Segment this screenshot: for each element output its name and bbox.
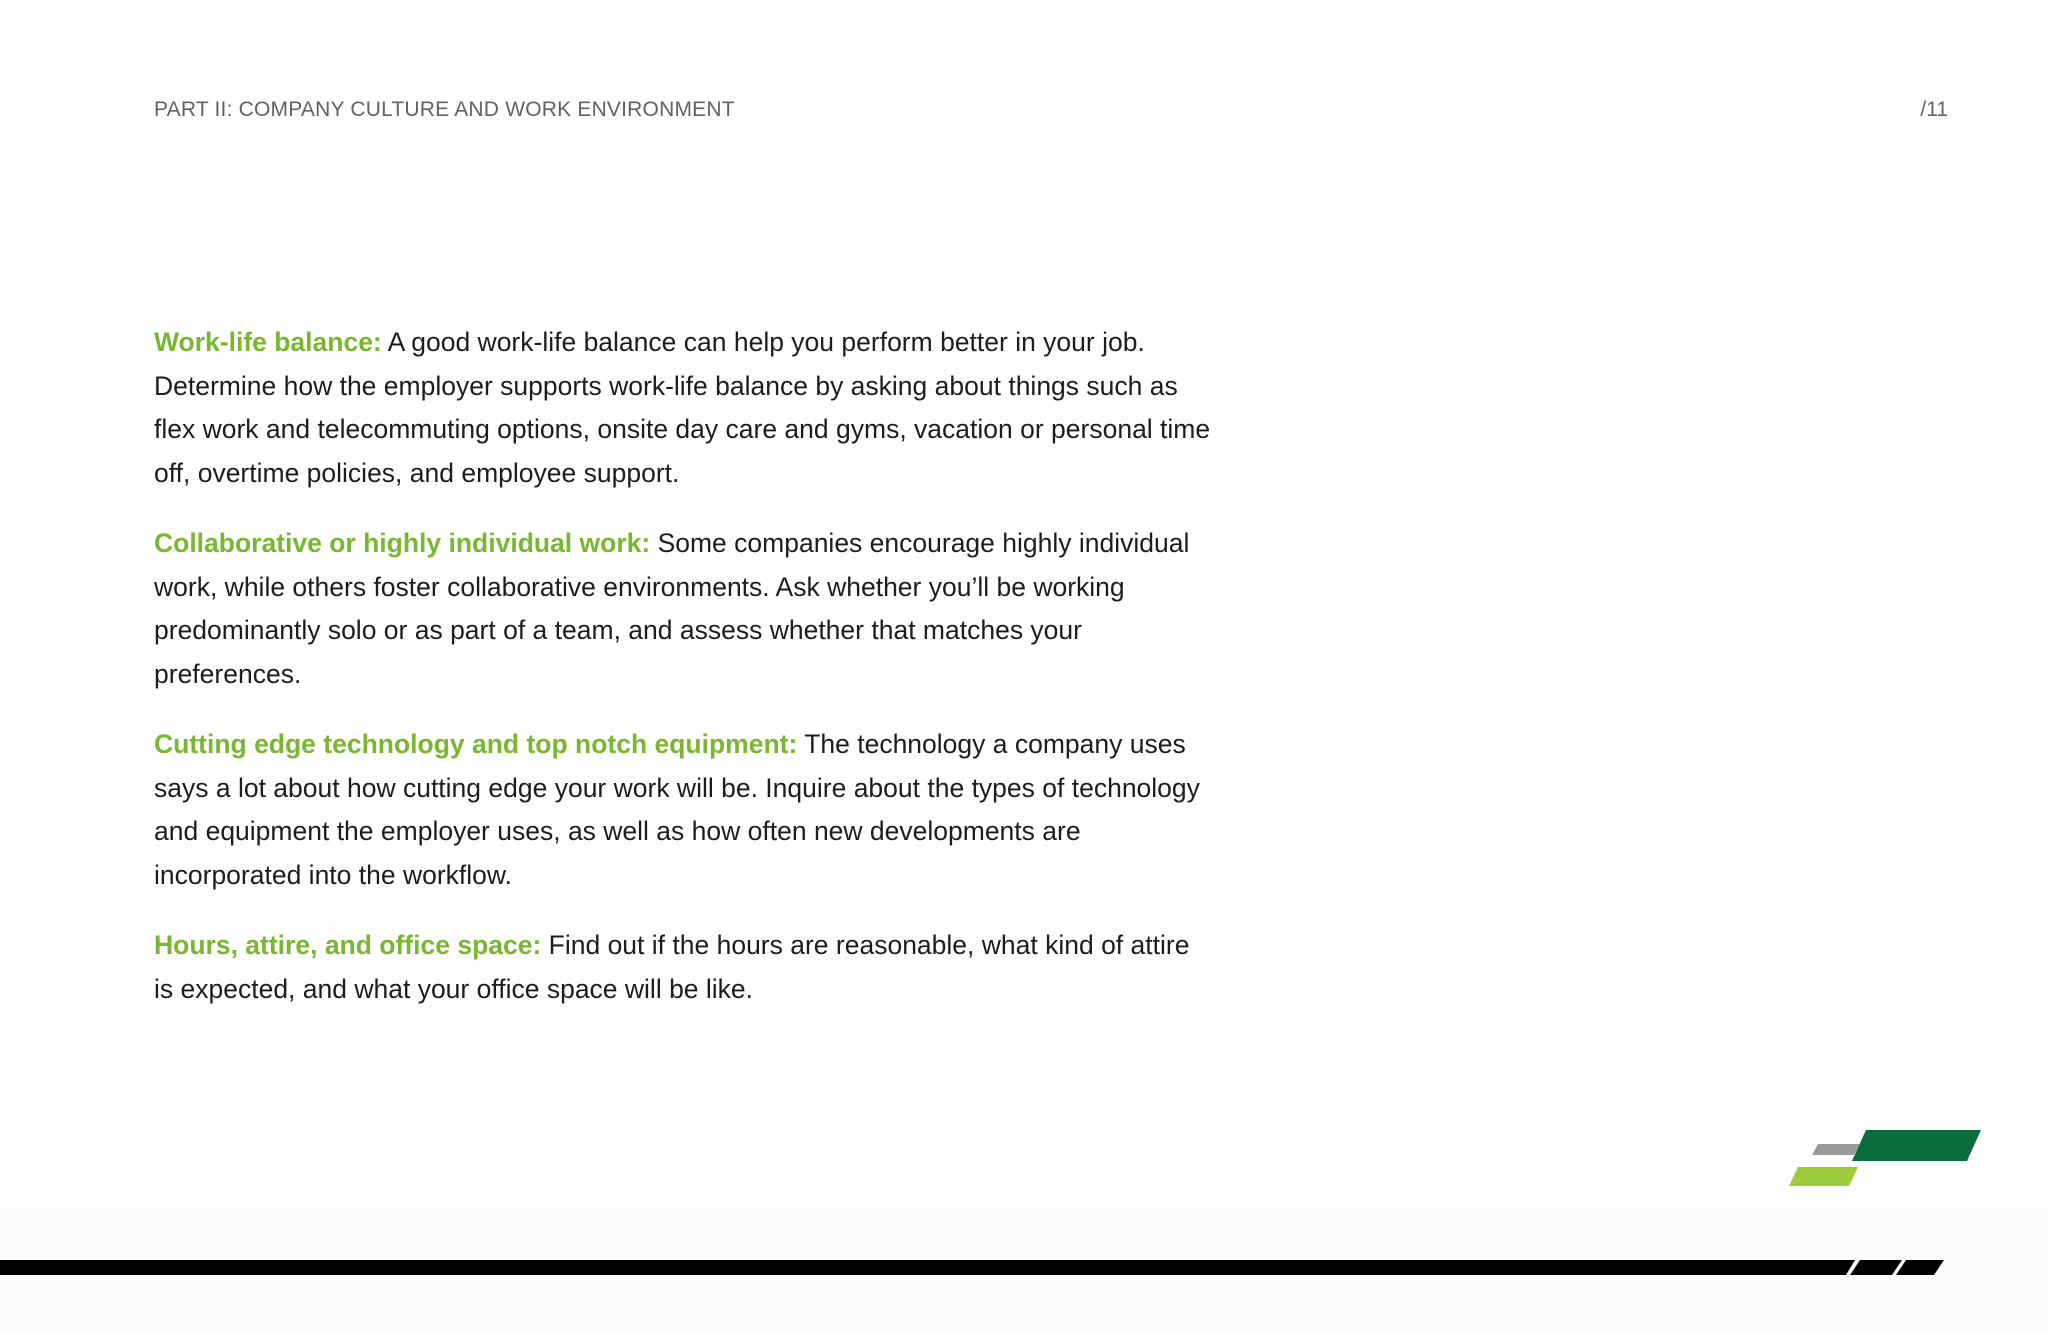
paragraph-lead: Hours, attire, and office space: <box>154 930 542 960</box>
logo-dark-green-stripe <box>1852 1130 1981 1161</box>
paragraph-lead: Collaborative or highly individual work: <box>154 528 651 558</box>
paragraph-text: Find out if the hours are reasonable, what kind of attire is expected, and what your office space will be like. <box>154 930 1190 1004</box>
stripes-logo-icon <box>1786 1127 1986 1189</box>
logo-gray-stripe <box>1812 1144 1860 1155</box>
paragraph-technology <box>154 723 1214 897</box>
body-content <box>154 321 1214 1038</box>
paragraph-hours-attire <box>154 924 1214 1011</box>
bottom-bar-segment-2 <box>1896 1260 1944 1275</box>
bottom-stripe-bar <box>0 1258 2048 1278</box>
bottom-bar-main <box>0 1260 1855 1275</box>
paragraph-text: A good work-life balance can help you perform better in your job. Determine how the employer supports work-life balance by asking about things such as flex work and telecommuting options, onsite day care and gyms, vacation or personal time off, overtime policies, and employee support. <box>154 327 1211 488</box>
paragraph-text: Some companies encourage highly individual work, while others foster collaborative environments. Ask whether you’ll be working predominantly solo or as part of a team, and assess whether that matches your preferences. <box>154 528 1190 689</box>
bottom-bar-segment-1 <box>1850 1260 1902 1275</box>
paragraph-work-life-balance <box>154 321 1214 495</box>
paragraph-text: The technology a company uses says a lot about how cutting edge your work will be. Inquire about the types of technology and equipment the employer uses, as well as how often new developments are incorporated into the workflow. <box>154 729 1200 890</box>
paragraph-lead: Cutting edge technology and top notch equipment: <box>154 729 798 759</box>
page-number: /11 <box>1920 98 1948 121</box>
section-header: PART II: COMPANY CULTURE AND WORK ENVIRONMENT <box>154 98 735 121</box>
paragraph-lead: Work-life balance: <box>154 327 382 357</box>
paragraph-collaborative-work <box>154 522 1214 696</box>
logo-light-green-stripe <box>1789 1167 1858 1186</box>
